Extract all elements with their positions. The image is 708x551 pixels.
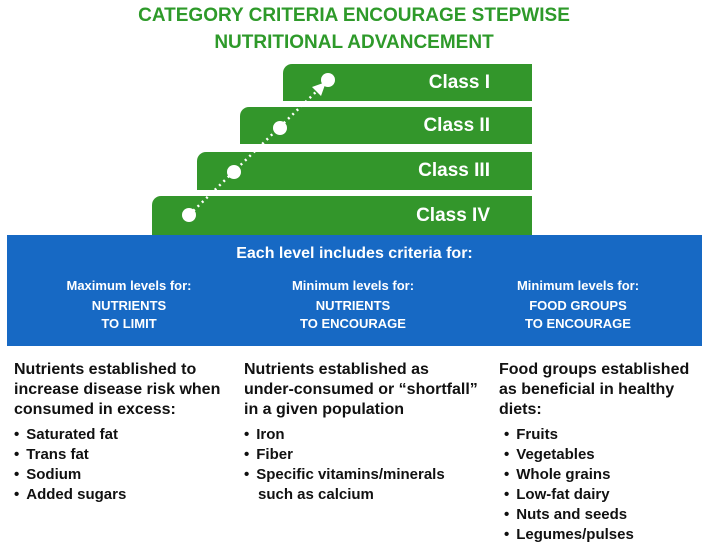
col-2-sub-line-1: NUTRIENTS [315,298,391,313]
col-1-head: Maximum levels for: [66,278,192,293]
list-nutrients-to-limit [14,425,126,505]
list-item: • Added sugars [14,485,126,505]
col-2-sub-line-2: TO ENCOURAGE [300,316,406,331]
title-line-2: NUTRITIONAL ADVANCEMENT [214,32,494,53]
desc-line: Nutrients established as [244,361,429,378]
col-2-sub [243,297,463,333]
desc-line: in a given population [244,401,404,418]
step-class-1 [283,64,532,101]
col-1-sub-line-2: TO LIMIT [101,316,157,331]
desc-line: as beneficial in healthy [499,381,675,398]
list-item: • Whole grains [504,465,634,485]
desc-food-groups [499,360,699,420]
col-3-sub-line-2: TO ENCOURAGE [525,316,631,331]
col-1-sub-line-1: NUTRIENTS [91,298,167,313]
step-class-3 [197,152,532,190]
desc-line: under-consumed or “shortfall” [244,381,478,398]
list-nutrients-to-encourage [244,425,445,505]
list-item: • Trans fat [14,445,126,465]
title-line-1: CATEGORY CRITERIA ENCOURAGE STEPWISE [138,5,570,26]
list-item: • Fruits [504,425,634,445]
list-item: • Fiber [244,445,445,465]
desc-line: diets: [499,401,542,418]
list-item: such as calcium [258,486,374,503]
col-3-sub [468,297,688,333]
list-item: • Low-fat dairy [504,485,634,505]
col-3-head: Minimum levels for: [516,278,640,293]
desc-line: consumed in excess: [14,401,176,418]
list-item: • Nuts and seeds [504,505,634,525]
list-food-groups [504,425,634,545]
col-1-sub [19,297,239,333]
list-item: • Iron [244,425,445,445]
list-item: • Legumes/pulses [504,525,634,545]
desc-line: Nutrients established to [14,361,197,378]
criteria-band [7,235,702,346]
step-label: Class III [418,160,490,181]
desc-line: increase disease risk when [14,381,221,398]
list-item: • Vegetables [504,445,634,465]
step-class-4 [152,196,532,235]
step-label: Class II [423,114,490,136]
step-label: Class IV [416,204,490,226]
list-item: • Saturated fat [14,425,126,445]
step-class-2 [240,107,532,144]
list-item: • Specific vitamins/minerals [244,465,445,485]
col-2-head: Minimum levels for: [291,278,415,293]
list-item: • Sodium [14,465,126,485]
desc-line: Food groups established [499,361,690,378]
diagram-title [0,2,708,56]
band-heading: Each level includes criteria for: [236,245,473,262]
step-label: Class I [428,71,490,93]
desc-nutrients-to-limit [14,360,254,420]
desc-nutrients-to-encourage [244,360,484,420]
col-3-sub-line-1: FOOD GROUPS [529,298,627,313]
